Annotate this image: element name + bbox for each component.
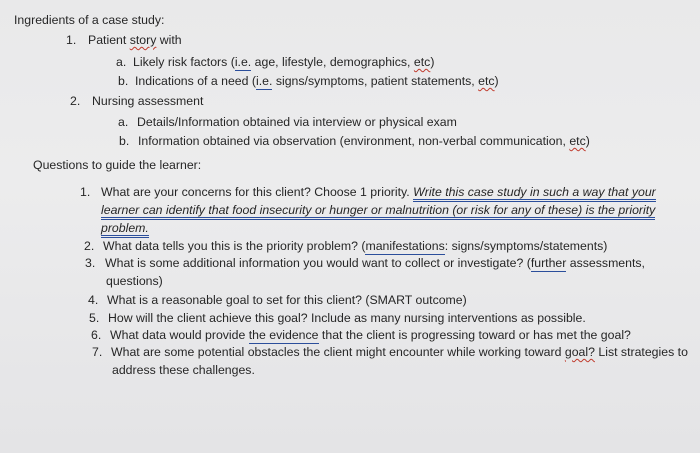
subitem-text: Information obtained via observation (environment, non-verbal communication, etc) bbox=[138, 134, 590, 148]
ingredient-number: 2. bbox=[70, 94, 81, 108]
question-text-continued: questions) bbox=[106, 274, 163, 288]
questions-heading: Questions to guide the learner: bbox=[33, 158, 202, 172]
question-text: How will the client achieve this goal? Include as many nursing interventions as possible. bbox=[108, 311, 586, 325]
subitem-text: Indications of a need (i.e. signs/symptoms, patient statements, etc) bbox=[135, 74, 499, 88]
ingredients-heading: Ingredients of a case study: bbox=[14, 13, 165, 27]
question-text-continued: problem. bbox=[101, 221, 149, 236]
question-number: 4. bbox=[88, 293, 99, 307]
subitem-text: Details/Information obtained via interview or physical exam bbox=[137, 115, 457, 129]
question-text: What are some potential obstacles the client might encounter while working toward goal? List strategies to bbox=[111, 345, 688, 359]
ingredient-number: 1. bbox=[66, 33, 77, 47]
ingredient-item: Patient story with bbox=[88, 33, 182, 47]
question-text: What is a reasonable goal to set for this client? (SMART outcome) bbox=[107, 293, 467, 307]
ingredient-item: Nursing assessment bbox=[92, 94, 204, 108]
subitem-letter: b. bbox=[118, 74, 129, 88]
question-text: What data would provide the evidence that the client is progressing toward or has met the goal? bbox=[110, 328, 631, 342]
question-number: 3. bbox=[85, 256, 96, 270]
subitem-letter: a. bbox=[118, 115, 129, 129]
subitem-letter: b. bbox=[119, 134, 130, 148]
question-number: 5. bbox=[89, 311, 100, 325]
question-text: What are your concerns for this client? Choose 1 priority. Write this case study in such a way that your bbox=[101, 185, 656, 200]
subitem-letter: a. bbox=[116, 55, 127, 69]
question-number: 1. bbox=[80, 185, 91, 199]
question-text-continued: learner can identify that food insecurity or hunger or malnutrition (or risk for any of these) is the priority bbox=[101, 203, 655, 218]
question-number: 7. bbox=[92, 345, 103, 359]
question-text: What data tells you this is the priority problem? (manifestations: signs/symptoms/statements) bbox=[103, 239, 608, 253]
question-text-continued: address these challenges. bbox=[112, 363, 255, 377]
subitem-text: Likely risk factors (i.e. age, lifestyle, demographics, etc) bbox=[133, 55, 435, 69]
question-number: 2. bbox=[84, 239, 95, 253]
question-number: 6. bbox=[91, 328, 102, 342]
question-text: What is some additional information you would want to collect or investigate? (further assessments, bbox=[105, 256, 645, 270]
